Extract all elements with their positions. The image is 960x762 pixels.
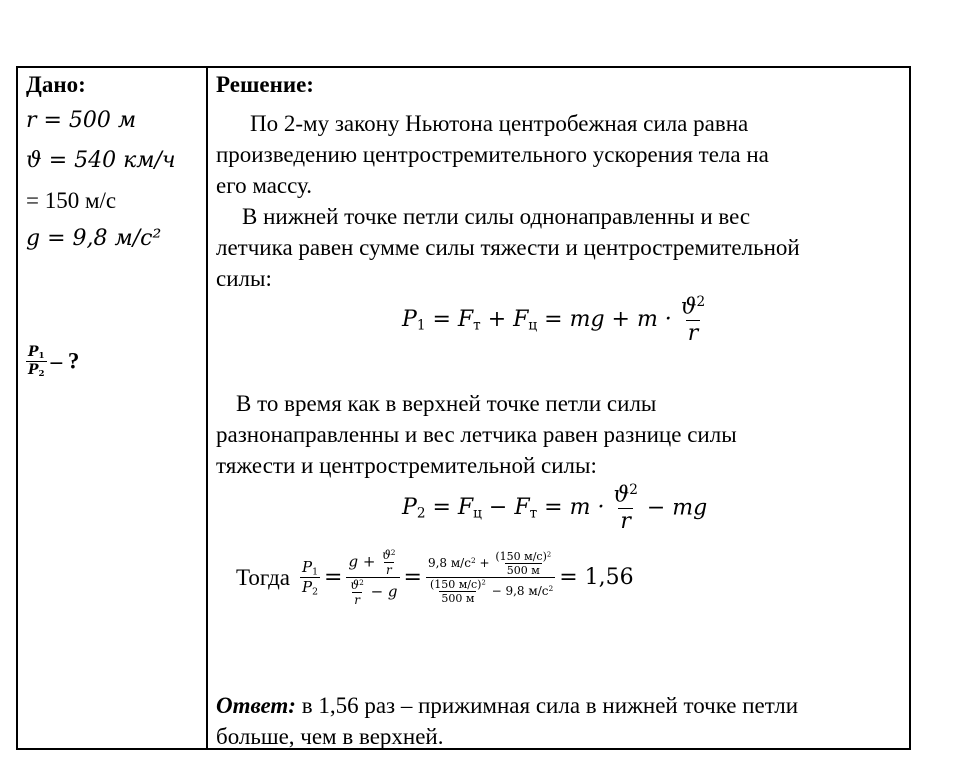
given-gravity: g = 9,8 м/с² xyxy=(26,226,162,251)
paragraph-line: летчика равен сумме силы тяжести и центростремительной xyxy=(216,235,800,260)
answer-block xyxy=(216,690,798,752)
given-header: Дано: xyxy=(26,72,86,97)
given-speed-converted: = 150 м/с xyxy=(26,188,117,213)
paragraph-newton xyxy=(216,108,769,201)
find-quantity xyxy=(26,344,79,379)
paragraph-line: произведению центростремительного ускорения тела на xyxy=(216,142,769,167)
formula-p2: $P_2 = F_ц - F_т = m$ · $\frac{ϑ^2}{r}$ − mg xyxy=(402,482,708,534)
find-mark: – ? xyxy=(50,348,80,374)
solution-header: Решение: xyxy=(216,72,314,97)
ratio-result: = 1,56 xyxy=(559,565,634,591)
paragraph-line: По 2-му закону Ньютона центробежная сила равна xyxy=(250,111,749,136)
answer-line: в 1,56 раз – прижимная сила в нижней точке петли xyxy=(301,693,799,718)
paragraph-bottom-point xyxy=(216,201,800,294)
paragraph-line: его массу. xyxy=(216,173,312,198)
answer-label: Ответ: xyxy=(216,693,296,718)
paragraph-line: В то время как в верхней точке петли силы xyxy=(236,391,657,416)
paragraph-line: тяжести и центростремительной силы: xyxy=(216,453,597,478)
paragraph-line: разнонаправленны и вес летчика равен разнице силы xyxy=(216,422,737,447)
given-speed: ϑ = 540 км/ч xyxy=(26,148,176,173)
paragraph-line: силы: xyxy=(216,266,272,291)
column-divider xyxy=(206,68,208,748)
paragraph-line: В нижней точке петли силы однонаправленны и вес xyxy=(242,204,751,229)
answer-line: больше, чем в верхней. xyxy=(216,724,444,749)
solution-table xyxy=(16,66,911,750)
given-radius: r = 500 м xyxy=(26,108,137,133)
formula-ratio: Тогда $\frac{P_1}{P_2}$ = g + $\frac{ϑ^2}{r}$ $\frac{ϑ^2}{r}$ − g = 9,8 $м/с^2$ + $\frac{(150 м/с)^2}{500 м}$ $\frac{(150 м/с)^2}{500 м}$ − 9,8 $м/с^2$ = 1,56 xyxy=(236,548,634,608)
formula-p1: $P_1 = F_т + F_ц$ = mg + m · $\frac{ϑ^2}{r}$ xyxy=(402,294,706,346)
paragraph-top-point xyxy=(216,388,737,481)
find-ratio: $\frac{P_1}{P_2}$ xyxy=(28,344,45,380)
then-word: Тогда xyxy=(236,564,291,590)
